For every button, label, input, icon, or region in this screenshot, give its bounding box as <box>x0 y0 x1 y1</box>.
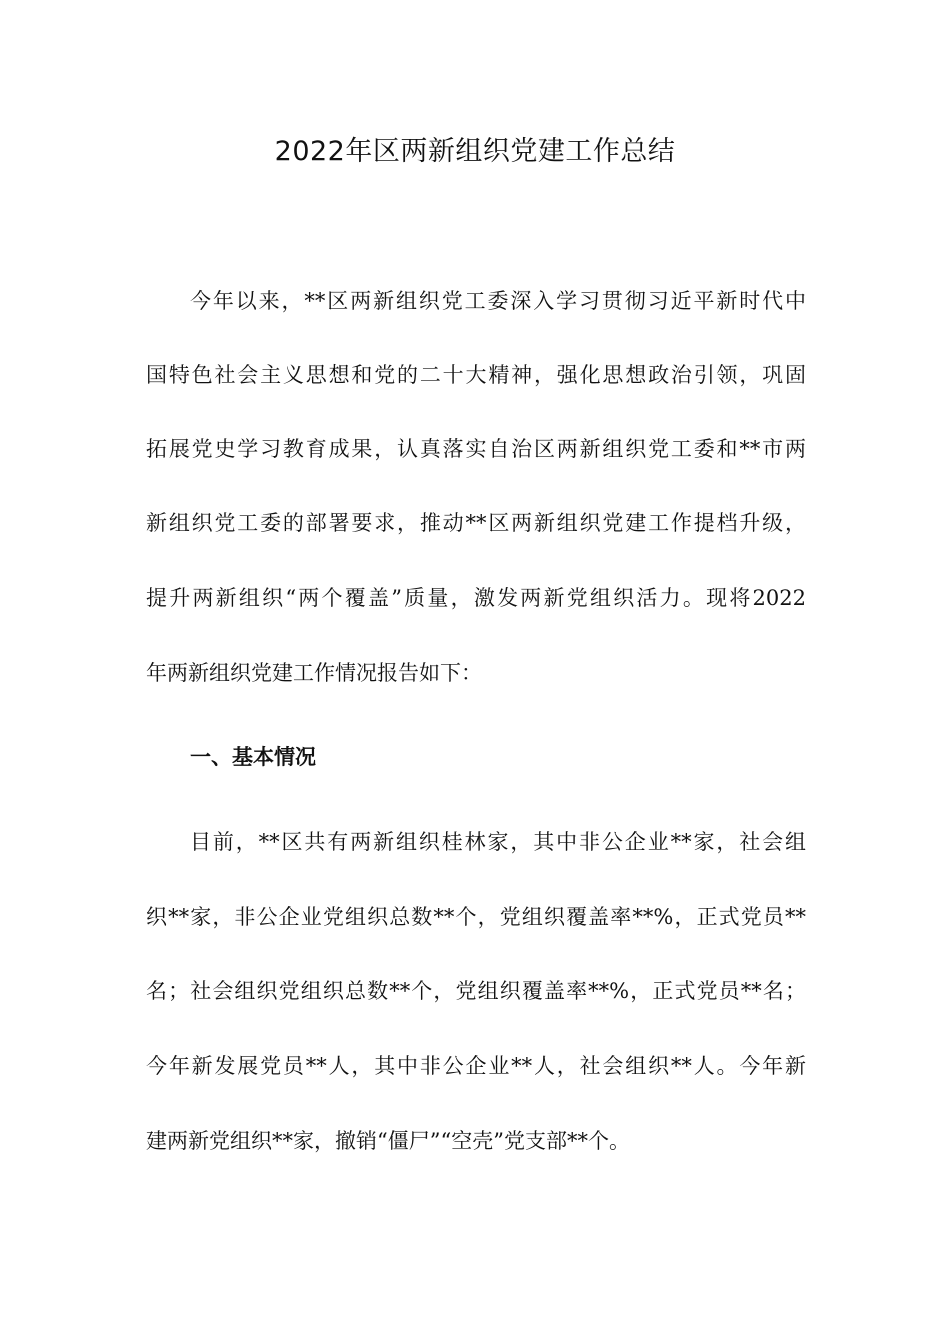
paragraph-line: 名；社会组织党组织总数**个，党组织覆盖率**%，正式党员**名； <box>146 979 806 1003</box>
section-heading: 一、基本情况 <box>190 745 316 769</box>
paragraph-line: 年两新组织党建工作情况报告如下： <box>146 661 482 685</box>
paragraph-line: 目前，**区共有两新组织桂林家，其中非公企业**家，社会组 <box>190 830 806 854</box>
document-title: 2022年区两新组织党建工作总结 <box>274 136 676 167</box>
paragraph-line: 织**家，非公企业党组织总数**个，党组织覆盖率**%，正式党员** <box>146 905 806 929</box>
paragraph-line: 提升两新组织“两个覆盖”质量，激发两新党组织活力。现将2022 <box>146 586 806 610</box>
paragraph-line: 今年新发展党员**人，其中非公企业**人，社会组织**人。今年新 <box>146 1054 806 1078</box>
paragraph-line: 拓展党史学习教育成果，认真落实自治区两新组织党工委和**市两 <box>146 437 806 461</box>
paragraph-line: 建两新党组织**家，撤销“僵尸”“空壳”党支部**个。 <box>146 1129 630 1153</box>
paragraph-line: 今年以来，**区两新组织党工委深入学习贯彻习近平新时代中 <box>190 289 806 313</box>
paragraph-line: 新组织党工委的部署要求，推动**区两新组织党建工作提档升级， <box>146 511 806 535</box>
paragraph-line: 国特色社会主义思想和党的二十大精神，强化思想政治引领，巩固 <box>146 363 806 387</box>
